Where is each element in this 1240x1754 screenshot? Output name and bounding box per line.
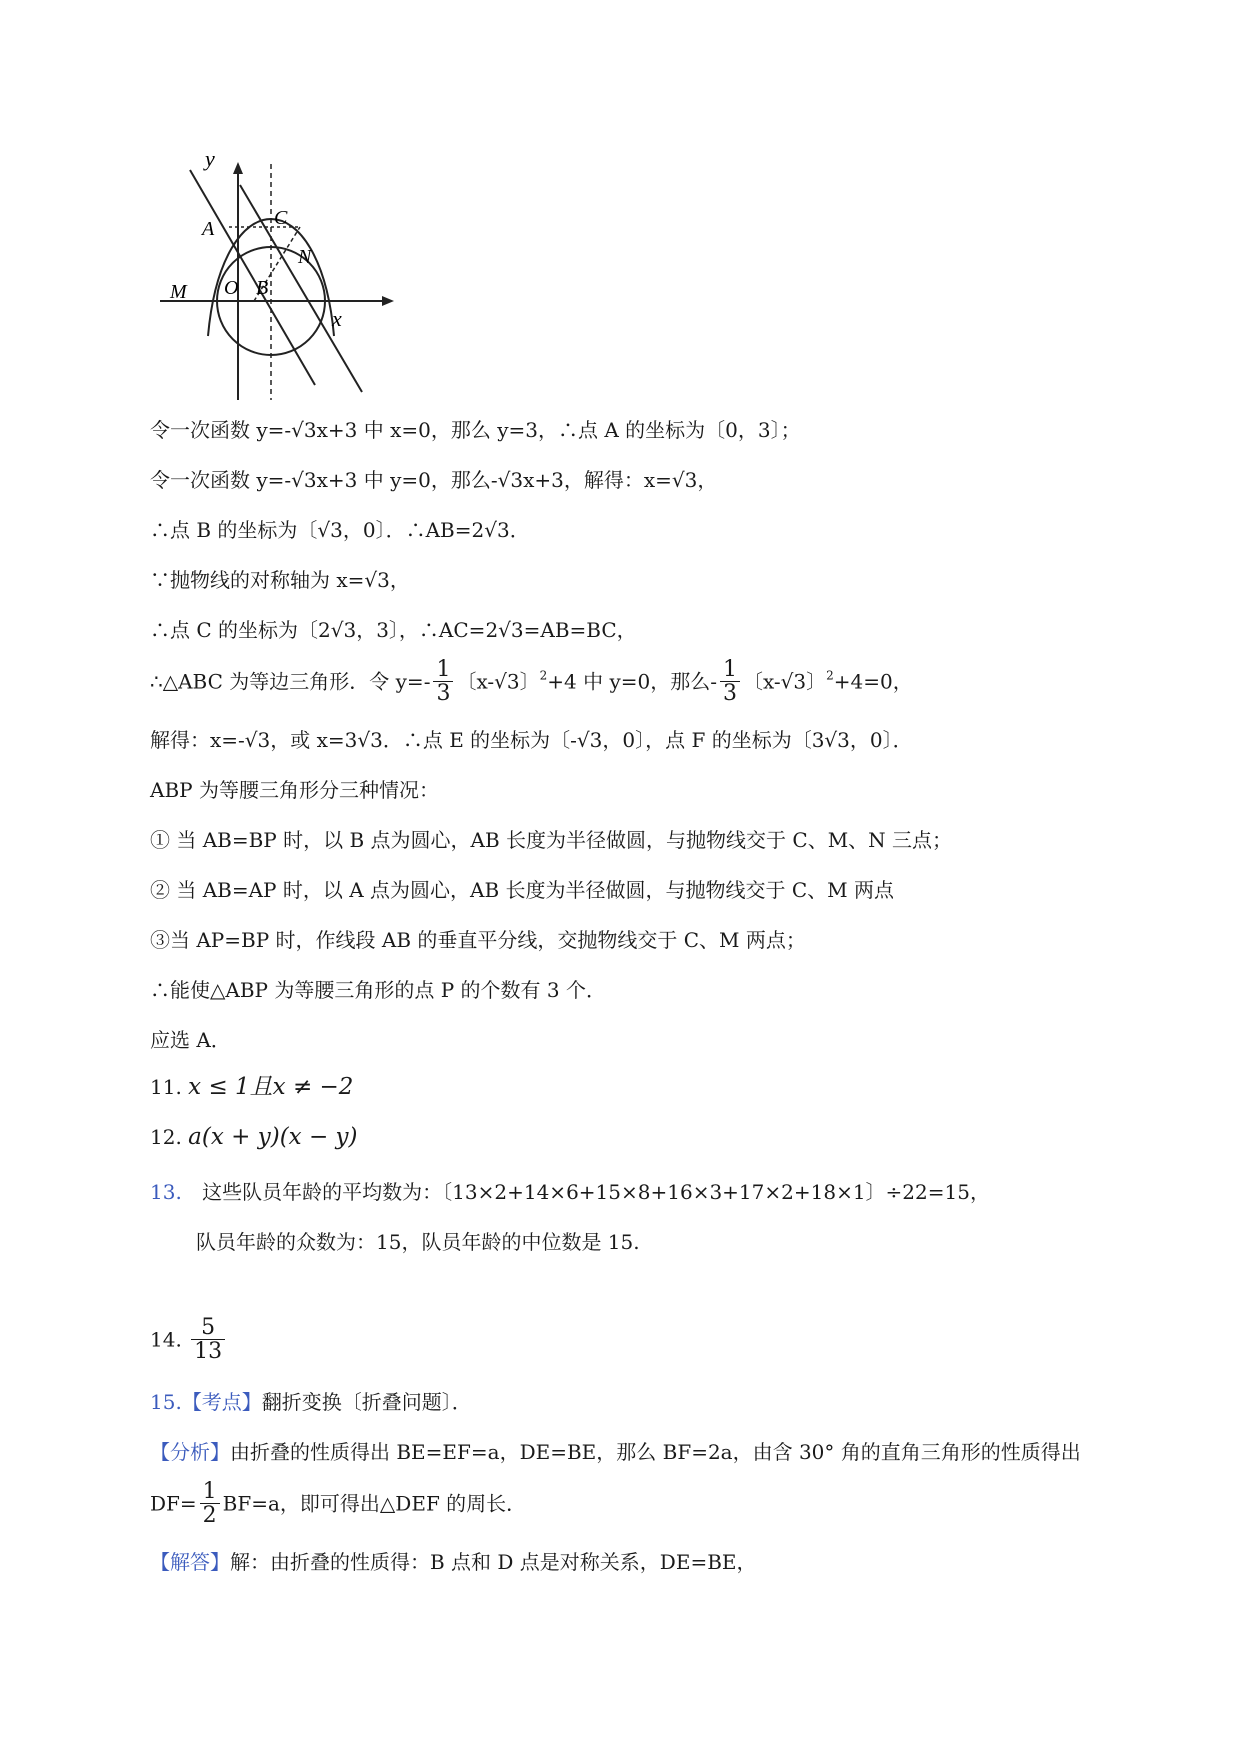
solution-line-8: ABP 为等腰三角形分三种情况： [150, 778, 439, 802]
solution-tag: 【解答】 [150, 1550, 230, 1574]
solution-line-2: 令一次函数 y=-√3x+3 中 y=0，那么-√3x+3，解得：x=√3， [150, 468, 718, 492]
label-m: M [170, 281, 187, 303]
answer-13-number: 13. [150, 1180, 182, 1204]
answer-14-fraction [191, 1316, 225, 1363]
answer-13-line-2: 队员年龄的众数为：15，队员年龄的中位数是 15. [196, 1230, 640, 1254]
square-exponent-a: 2 [539, 668, 548, 683]
analysis-line [150, 1442, 1081, 1462]
solution-line-1: 令一次函数 y=-√3x+3 中 x=0，那么 y=3，∴点 A 的坐标为〔0，3〕； [150, 418, 801, 442]
df-line [150, 1480, 526, 1527]
case-two: ② 当 AB=AP 时，以 A 点为圆心，AB 长度为半径做圆，与抛物线交于 C、M 两点 [150, 878, 895, 902]
analysis-text: 由折叠的性质得出 BE=EF=a，DE=BE，那么 BF=2a，由含 30° 角的直角三角形的性质得出 [230, 1440, 1081, 1464]
frac-denominator: 13 [191, 1339, 225, 1363]
analysis-tag: 【分析】 [150, 1440, 230, 1464]
frac-numerator: 1 [436, 657, 451, 682]
kaodian-tag: 【考点】 [181, 1390, 262, 1414]
frac-numerator: 1 [202, 1479, 217, 1504]
fraction-one-third-a [433, 658, 453, 705]
line6-part-e: +4=0， [833, 669, 913, 694]
solution-line-4: ∵抛物线的对称轴为 x=√3， [150, 568, 410, 592]
frac-denominator: 3 [720, 681, 740, 705]
y-axis-arrow [233, 162, 243, 174]
label-a: A [202, 218, 215, 240]
frac-denominator: 3 [433, 681, 453, 705]
label-n: N [298, 246, 312, 268]
x-axis-arrow [382, 296, 394, 306]
case-one: ① 当 AB=BP 时，以 B 点为圆心，AB 长度为半径做圆，与抛物线交于 C、M、N 三点； [150, 828, 953, 852]
answer-12-number: 12. [150, 1125, 182, 1149]
conclusion-line: ∴能使△ABP 为等腰三角形的点 P 的个数有 3 个． [150, 978, 606, 1002]
answer-11 [150, 1076, 353, 1099]
solution-text: 解：由折叠的性质得：B 点和 D 点是对称关系，DE=BE， [230, 1550, 757, 1574]
line6-part-b: 〔x-√3〕 [456, 669, 540, 694]
solution-line-7: 解得：x=-√3，或 x=3√3．∴点 E 的坐标为〔-√3，0〕，点 F 的坐标为〔3√3，0〕． [150, 728, 913, 752]
line6-part-a: ∴△ABC 为等边三角形．令 y=- [150, 669, 431, 694]
solution-line-5: ∴点 C 的坐标为〔2√3，3〕，∴AC=2√3=AB=BC， [150, 618, 637, 642]
coordinate-figure [150, 146, 400, 405]
line6-part-c: +4 中 y=0，那么- [547, 669, 717, 694]
solution-line-3: ∴点 B 的坐标为〔√3，0〕．∴AB=2√3． [150, 518, 530, 542]
fraction-one-third-b [720, 658, 740, 705]
answer-14 [150, 1316, 228, 1363]
label-b: B [256, 277, 269, 299]
frac-denominator: 2 [200, 1503, 220, 1527]
line6-part-d: 〔x-√3〕 [743, 669, 827, 694]
df-suffix: BF=a，即可得出△DEF 的周长． [222, 1491, 527, 1516]
df-prefix: DF= [150, 1491, 197, 1516]
solution-answer-line [150, 1552, 757, 1572]
square-exponent-b: 2 [826, 668, 834, 683]
label-x: x [332, 306, 342, 331]
answer-choice: 应选 A． [150, 1028, 231, 1052]
answer-13-line-1 [150, 1182, 990, 1202]
label-o: O [224, 277, 239, 299]
answer-15-topic: 翻折变换〔折叠问题〕． [261, 1390, 472, 1414]
answer-14-number: 14. [150, 1327, 182, 1352]
answer-11-number: 11. [150, 1075, 182, 1099]
label-c: C [274, 207, 288, 229]
answer-15-header [150, 1392, 472, 1412]
answer-12 [150, 1126, 358, 1149]
answer-13-text: 这些队员年龄的平均数为：〔13×2+14×6+15×8+16×3+17×2+18×1〕÷22=15， [202, 1180, 990, 1204]
df-fraction [200, 1480, 220, 1527]
case-three: ③当 AP=BP 时，作线段 AB 的垂直平分线，交抛物线交于 C、M 两点； [150, 928, 806, 952]
label-y: y [205, 146, 215, 171]
answer-11-math: x ≤ 1且x ≠ −2 [188, 1074, 354, 1100]
frac-numerator: 1 [723, 657, 737, 682]
answer-15-number: 15. [150, 1390, 182, 1414]
answer-12-math: a(x + y)(x − y) [188, 1124, 358, 1150]
solution-line-6 [150, 658, 913, 705]
frac-numerator: 5 [201, 1315, 216, 1340]
